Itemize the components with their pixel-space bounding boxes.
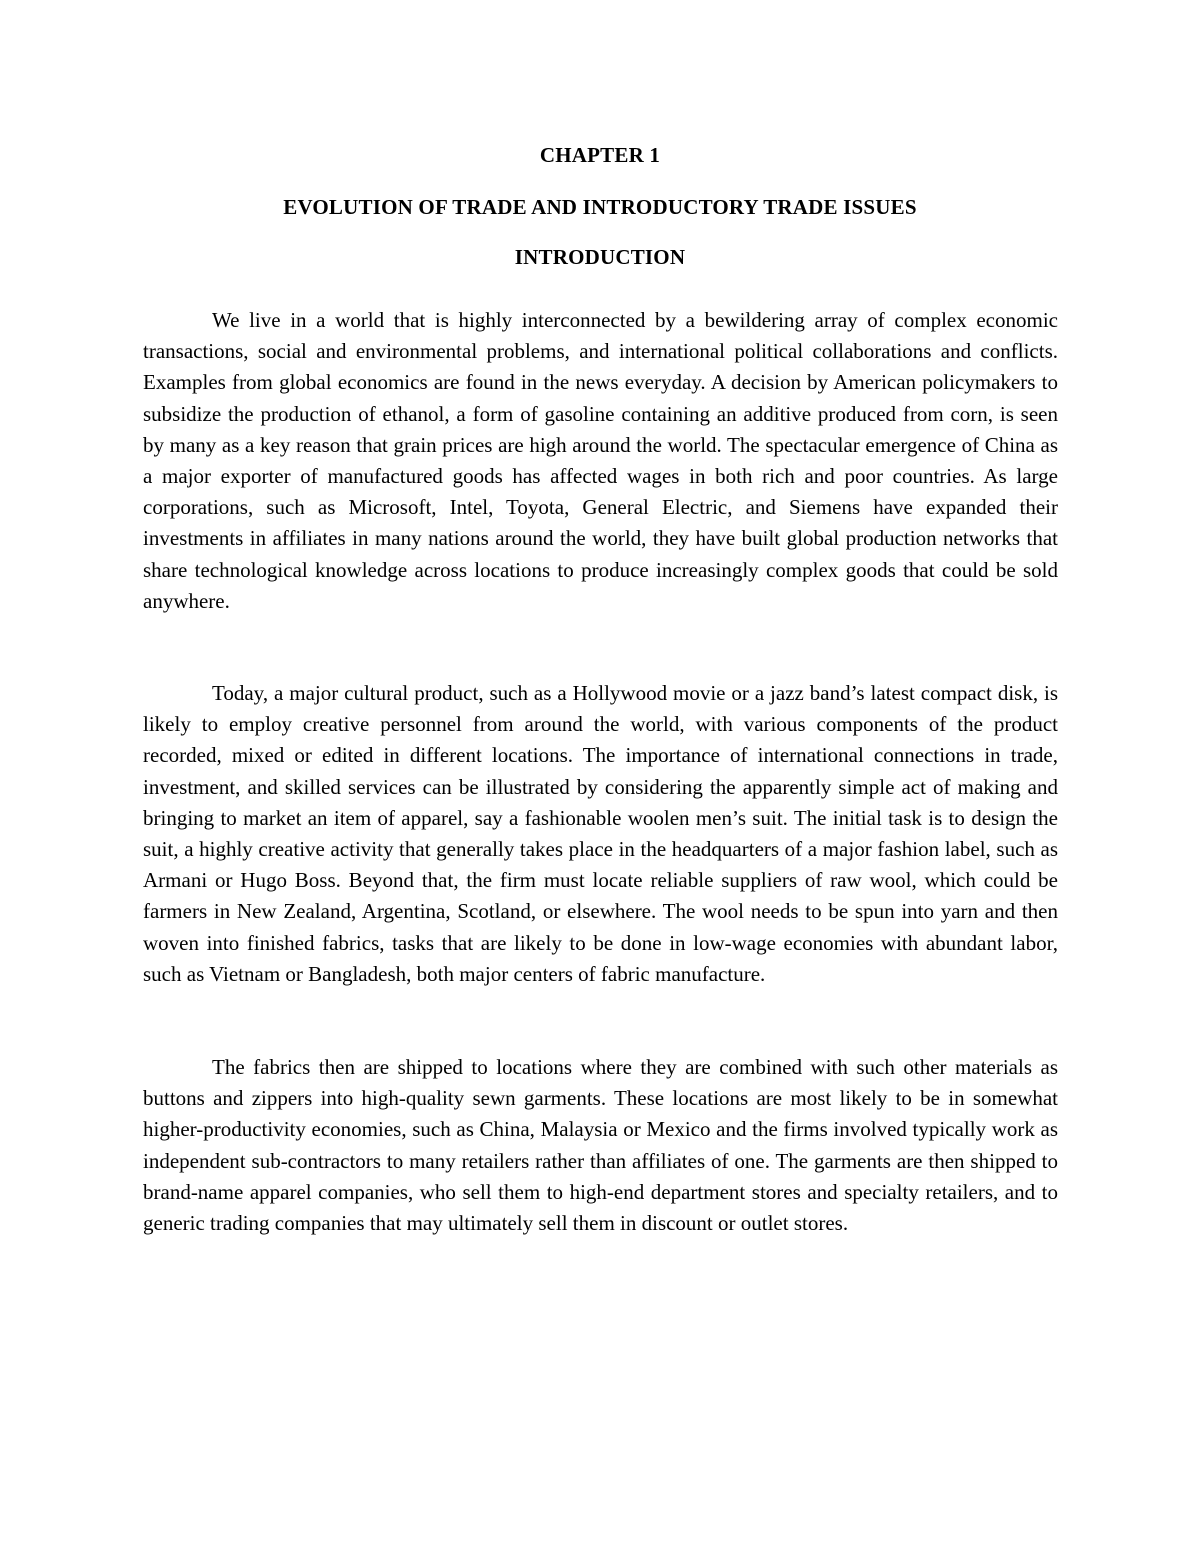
section-heading: INTRODUCTION	[514, 245, 686, 269]
chapter-title: EVOLUTION OF TRADE AND INTRODUCTORY TRADE ISSUES	[283, 195, 917, 219]
chapter-heading: CHAPTER 1	[539, 143, 661, 167]
body-paragraph-2: Today, a major cultural product, such as a Hollywood movie or a jazz band’s latest compact disk, is likely to employ creative personnel from around the world, with various components of the product recorded, mixed or edited in different locations. The importance of international connections in trade, investment, and skilled services can be illustrated by considering the apparently simple act of making and bringing to market an item of apparel, say a fashionable woolen men’s suit. The initial task is to design the suit, a highly creative activity that generally takes place in the headquarters of a major fashion label, such as Armani or Hugo Boss. Beyond that, the firm must locate reliable suppliers of raw wool, which could be farmers in New Zealand, Argentina, Scotland, or elsewhere. The wool needs to be spun into yarn and then woven into finished fabrics, tasks that are likely to be done in low-wage economies with abundant labor, such as Vietnam or Bangladesh, both major centers of fabric manufacture.	[143, 681, 1058, 986]
body-paragraph-3: The fabrics then are shipped to locations where they are combined with such other materials as buttons and zippers into high-quality sewn garments. These locations are most likely to be in somewhat higher-productivity economies, such as China, Malaysia or Mexico and the firms involved typically work as independent sub-contractors to many retailers rather than affiliates of one. The garments are then shipped to brand-name apparel companies, who sell them to high-end department stores and specialty retailers, and to generic trading companies that may ultimately sell them in discount or outlet stores.	[143, 1055, 1058, 1236]
body-paragraph-1: We live in a world that is highly interconnected by a bewildering array of complex economic transactions, social and environmental problems, and international political collaborations and conflicts. Examples from global economics are found in the news everyday. A decision by American policymakers to subsidize the production of ethanol, a form of gasoline containing an additive produced from corn, is seen by many as a key reason that grain prices are high around the world. The spectacular emergence of China as a major exporter of manufactured goods has affected wages in both rich and poor countries. As large corporations, such as Microsoft, Intel, Toyota, General Electric, and Siemens have expanded their investments in affiliates in many nations around the world, they have built global production networks that share technological knowledge across locations to produce increasingly complex goods that could be sold anywhere.	[143, 308, 1058, 613]
